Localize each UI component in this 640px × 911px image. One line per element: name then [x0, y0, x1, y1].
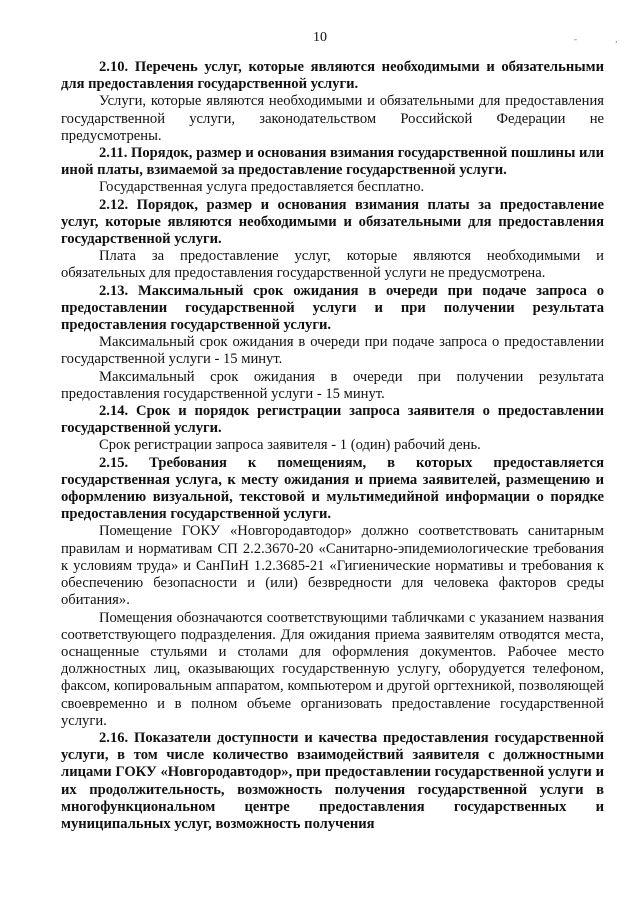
section-heading-2-10: 2.10. Перечень услуг, которые являются необходимыми и обязательными для предоставления государственной услуги. [61, 59, 604, 93]
corner-marks: - , [574, 34, 636, 44]
paragraph: Срок регистрации запроса заявителя - 1 (один) рабочий день. [99, 437, 481, 454]
section-heading-2-14: 2.14. Срок и порядок регистрации запроса заявителя о предоставлении государственной услуги. [61, 403, 604, 437]
section-heading-2-15: 2.15. Требования к помещениям, в которых предоставляется государственная услуга, к месту ожидания и приема заявителей, размещению и оформлению визуальной, текстовой и мультимедийной информации о порядке предоставления государственной услуги. [61, 454, 604, 523]
section-heading-2-13: 2.13. Максимальный срок ожидания в очереди при подаче запроса о предоставлении государственной услуги и при получении результата предоставления государственной услуги. [61, 282, 604, 334]
paragraph: Помещение ГОКУ «Новгородавтодор» должно соответствовать санитарным правилам и нормативам СП 2.2.3670-20 «Санитарно-эпидемиологические требования к условиям труда» и СанПиН 1.2.3685-21 «Гигиенические нормативы и требования к обеспечению безопасности и (или) безвредности для человека факторов среды обитания». [61, 523, 604, 609]
paragraph: Помещения обозначаются соответствующими табличками с указанием названия соответствующего подразделения. Для ожидания приема заявителям отводятся места, оснащенные стульями и столами для оформления документов. Рабочее место должностных лиц, оказывающих государственную услугу, оборудуется телефоном, факсом, копировальным аппаратом, компьютером и другой оргтехникой, позволяющей своевременно и в полном объеме организовать предоставление государственной услуги. [61, 609, 604, 729]
page-number: 10 [313, 30, 327, 45]
section-heading-2-11: 2.11. Порядок, размер и основания взимания государственной пошлины или иной платы, взимаемой за предоставление государственной услуги. [61, 145, 604, 179]
paragraph: Плата за предоставление услуг, которые являются необходимыми и обязательных для предоставления государственной услуги не предусмотрена. [61, 248, 604, 282]
section-heading-2-16: 2.16. Показатели доступности и качества предоставления государственной услуги, в том числе количество взаимодействий заявителя с должностными лицами ГОКУ «Новгородавтодор», при предоставлении государственной услуги и их продолжительность, возможность получения государственной услуги в многофункциональном центре предоставления государственных и муниципальных услуг, возможность получения [61, 729, 604, 832]
paragraph: Услуги, которые являются необходимыми и обязательными для предоставления государственной услуги, законодательством Российской Федерации не предусмотрены. [61, 93, 604, 144]
paragraph: Максимальный срок ожидания в очереди при подаче запроса о предоставлении государственной услуги - 15 минут. [61, 334, 604, 368]
document-body [61, 59, 604, 833]
section-heading-2-12: 2.12. Порядок, размер и основания взимания платы за предоставление услуг, которые являются необходимыми и обязательными для предоставления государственной услуги. [61, 196, 604, 248]
paragraph: Государственная услуга предоставляется бесплатно. [99, 179, 425, 196]
paragraph: Максимальный срок ожидания в очереди при получении результата предоставления государственной услуги - 15 минут. [61, 368, 604, 402]
